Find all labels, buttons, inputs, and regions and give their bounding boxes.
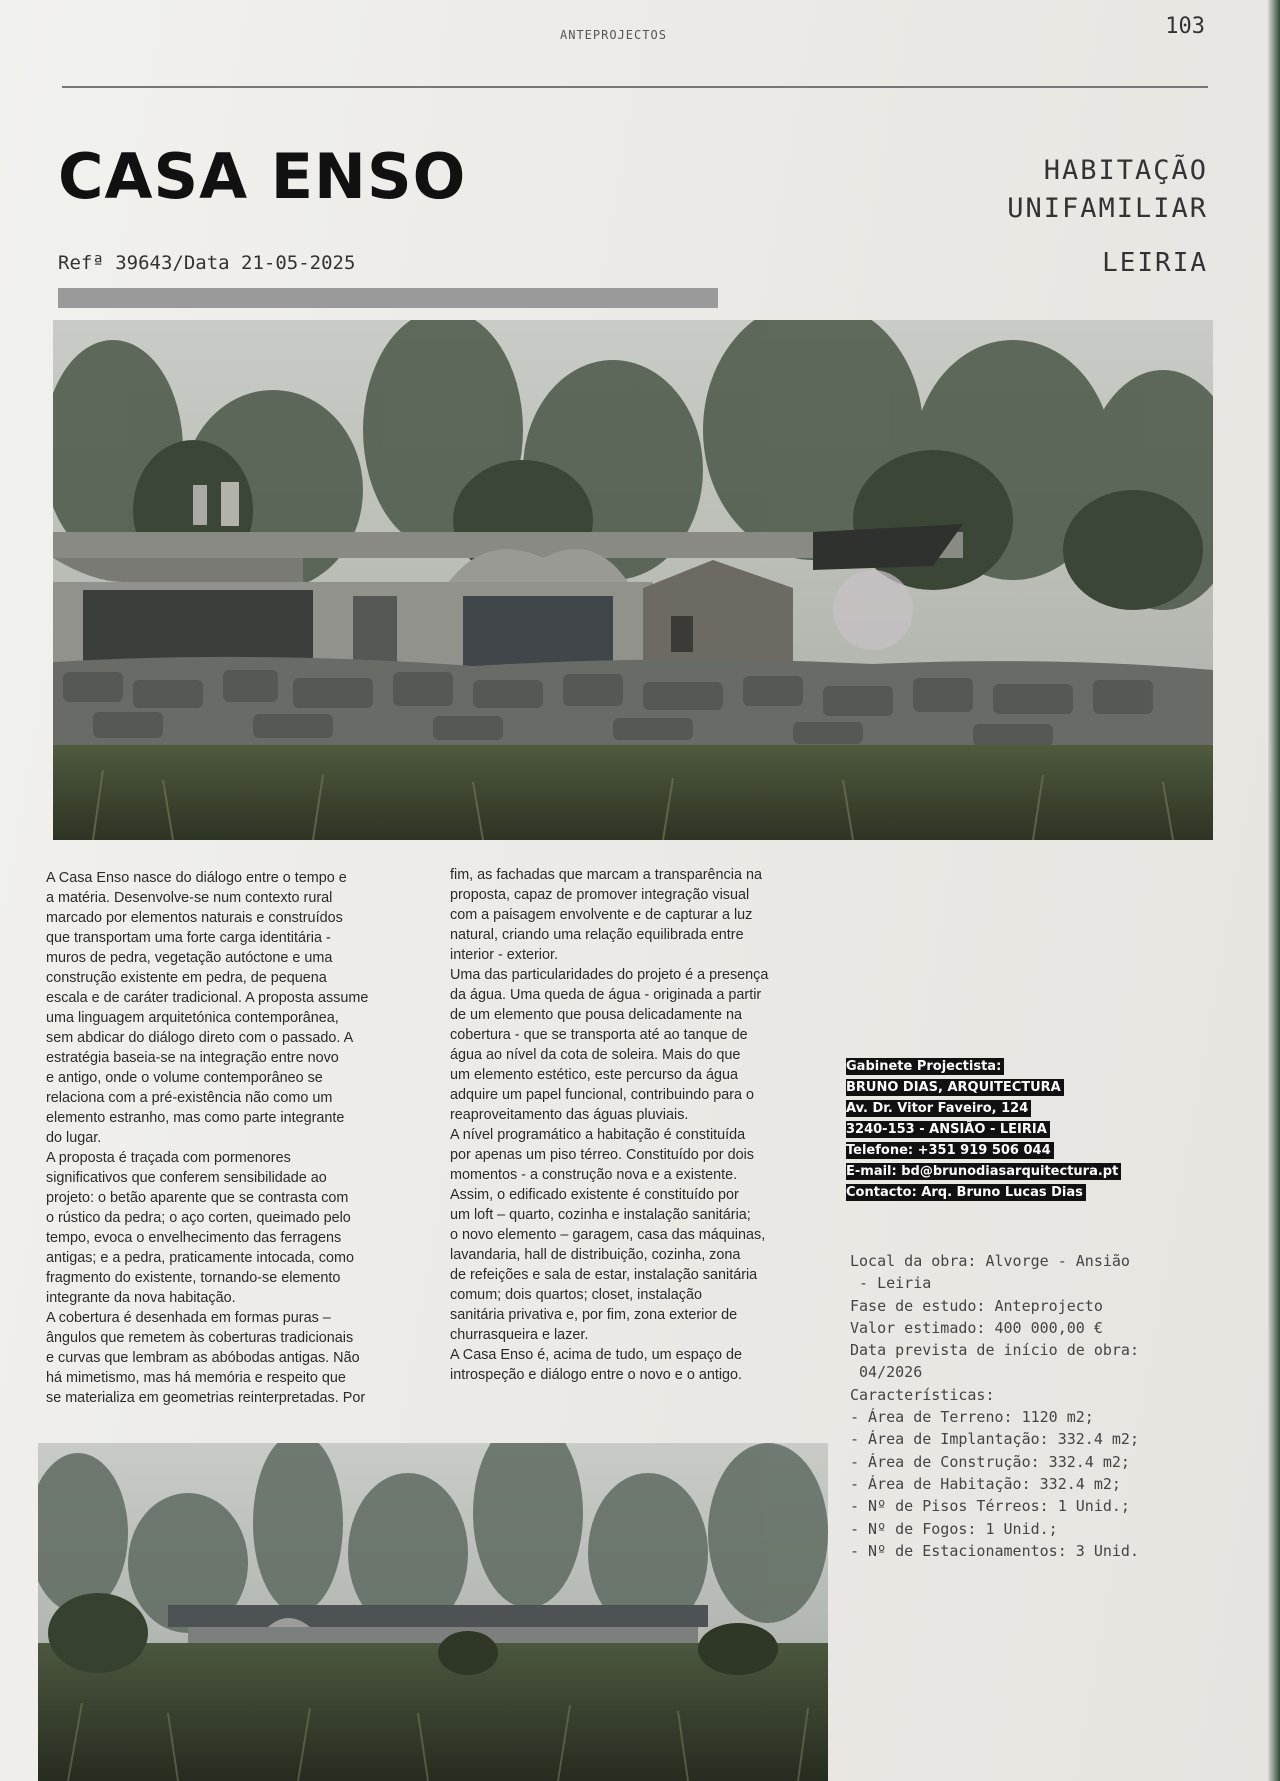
text-line: A nível programático a habitação é constituída xyxy=(450,1127,746,1143)
text-line: de um elemento que pousa delicadamente na xyxy=(450,1007,743,1023)
spec-line: - Nº de Estacionamentos: 3 Unid. xyxy=(850,1541,1139,1560)
office-name: BRUNO DIAS, ARQUITECTURA xyxy=(846,1079,1064,1096)
text-line: natural, criando uma relação equilibrada entre xyxy=(450,927,744,943)
text-line: da água. Uma queda de água - originada a partir xyxy=(450,987,762,1003)
text-line: Assim, o edificado existente é constituído por xyxy=(450,1187,739,1203)
text-line: do lugar. xyxy=(46,1130,102,1146)
category-line: HABITAÇÃO xyxy=(1043,155,1208,186)
text-line: e antigo, onde o volume contemporâneo se xyxy=(46,1070,323,1086)
body-text-column-1 xyxy=(46,868,426,1408)
text-line: lavandaria, hall de distribuição, cozinha, zona xyxy=(450,1247,741,1263)
text-line: significativos que conferem sensibilidade ao xyxy=(46,1170,327,1186)
office-address: Av. Dr. Vitor Faveiro, 124 xyxy=(846,1100,1031,1117)
text-line: tempo, evoca o envelhecimento das ferragens xyxy=(46,1230,342,1246)
spec-line: - Área de Terreno: 1120 m2; xyxy=(850,1408,1094,1427)
body-text-column-2 xyxy=(450,865,820,1385)
text-line: construção existente em pedra, de pequena xyxy=(46,970,327,986)
text-line: de refeições e sala de estar, instalação sanitária xyxy=(450,1267,758,1283)
project-specifications xyxy=(850,1250,1230,1562)
category-line: UNIFAMILIAR xyxy=(1007,193,1208,224)
design-office-info xyxy=(846,1056,1121,1203)
text-line: adquire um papel funcional, contribuindo para o xyxy=(450,1087,755,1103)
text-line: antigas; e a pedra, praticamente intocada, como xyxy=(46,1250,354,1266)
text-line: interior - exterior. xyxy=(450,947,558,963)
text-line: A proposta é traçada com pormenores xyxy=(46,1150,291,1166)
landscape-render-image xyxy=(38,1443,828,1781)
text-line: que transportam uma forte carga identitária - xyxy=(46,930,331,946)
text-line: sem abdicar do diálogo direto com o passado. A xyxy=(46,1030,354,1046)
text-line: momentos - a construção nova e a existente. xyxy=(450,1167,738,1183)
text-line: proposta, capaz de promover integração visual xyxy=(450,887,750,903)
spec-line: - Área de Implantação: 332.4 m2; xyxy=(850,1430,1139,1449)
running-head: ANTEPROJECTOS xyxy=(560,28,667,42)
text-line: introspeção e diálogo entre o novo e o antigo. xyxy=(450,1367,743,1383)
spec-line: Fase de estudo: Anteprojecto xyxy=(850,1296,1103,1315)
text-line: a matéria. Desenvolve-se num contexto rural xyxy=(46,890,333,906)
spec-line: Local da obra: Alvorge - Ansião xyxy=(850,1252,1130,1270)
text-line: comum; dois quartos; closet, instalação xyxy=(450,1287,702,1303)
landscape-illustration xyxy=(38,1443,828,1781)
text-line: muros de pedra, vegetação autóctone e uma xyxy=(46,950,333,966)
project-category xyxy=(1007,152,1208,228)
header-rule xyxy=(62,86,1208,88)
spec-line: - Área de Construção: 332.4 m2; xyxy=(850,1452,1130,1471)
project-location: LEIRIA xyxy=(1102,248,1208,278)
text-line: A Casa Enso é, acima de tudo, um espaço de xyxy=(450,1347,742,1363)
text-line: com a paisagem envolvente e de capturar a luz xyxy=(450,907,753,923)
spec-line: - Nº de Fogos: 1 Unid.; xyxy=(850,1519,1058,1538)
page-edge-shadow xyxy=(1268,0,1280,1781)
text-line: reaproveitamento das águas pluviais. xyxy=(450,1107,689,1123)
office-postcode: 3240-153 - ANSIÃO - LEIRIA xyxy=(846,1121,1050,1138)
spec-line: Data prevista de início de obra: xyxy=(850,1341,1139,1360)
project-title: CASA ENSO xyxy=(58,140,467,213)
office-phone: Telefone: +351 919 506 044 xyxy=(846,1142,1054,1159)
text-line: o rústico da pedra; o aço corten, queimado pelo xyxy=(46,1210,351,1226)
text-line: integrante da nova habitação. xyxy=(46,1290,236,1306)
spec-line: - Nº de Pisos Térreos: 1 Unid.; xyxy=(850,1497,1130,1516)
text-line: A cobertura é desenhada em formas puras – xyxy=(46,1310,331,1326)
text-line: cobertura - que se transporta até ao tanque de xyxy=(450,1027,748,1043)
text-line: um elemento estético, este percurso da água xyxy=(450,1067,738,1083)
text-line: uma linguagem arquitetónica contemporânea, xyxy=(46,1010,339,1026)
office-heading: Gabinete Projectista: xyxy=(846,1058,1004,1075)
text-line: escala e de caráter tradicional. A proposta assume xyxy=(46,990,369,1006)
text-line: o novo elemento – garagem, casa das máquinas, xyxy=(450,1227,766,1243)
text-line: marcado por elementos naturais e construídos xyxy=(46,910,343,926)
text-line: água ao nível da cota de soleira. Mais do que xyxy=(450,1047,741,1063)
text-line: por apenas um piso térreo. Constituído por dois xyxy=(450,1147,754,1163)
spec-line: Características: xyxy=(850,1385,995,1404)
text-line: ângulos que remetem às coberturas tradicionais xyxy=(46,1330,354,1346)
house-render-illustration xyxy=(53,320,1213,840)
grey-accent-bar xyxy=(58,288,718,308)
text-line: fim, as fachadas que marcam a transparência na xyxy=(450,867,762,883)
spec-line: - Área de Habitação: 332.4 m2; xyxy=(850,1474,1121,1493)
text-line: elemento estranho, mas como parte integrante xyxy=(46,1110,345,1126)
text-line: projeto: o betão aparente que se contrasta com xyxy=(46,1190,349,1206)
text-line: Uma das particularidades do projeto é a presença xyxy=(450,967,769,983)
office-email: E-mail: bd@brunodiasarquitectura.pt xyxy=(846,1163,1121,1180)
text-line: estratégia baseia-se na integração entre novo xyxy=(46,1050,339,1066)
spec-line: 04/2026 xyxy=(850,1363,923,1382)
page-number: 103 xyxy=(1165,14,1205,39)
text-line: churrasqueira e lazer. xyxy=(450,1327,589,1343)
text-line: sanitária privativa e, por fim, zona exterior de xyxy=(450,1307,738,1323)
spec-line: Valor estimado: 400 000,00 € xyxy=(850,1318,1103,1337)
text-line: há mimetismo, mas há memória e respeito que xyxy=(46,1370,346,1386)
hero-render-image xyxy=(53,320,1213,840)
text-line: um loft – quarto, cozinha e instalação sanitária; xyxy=(450,1207,751,1223)
text-line: A Casa Enso nasce do diálogo entre o tempo e xyxy=(46,870,347,886)
reference-and-date: Refª 39643/Data 21-05-2025 xyxy=(58,252,356,274)
text-line: se materializa em geometrias reinterpretadas. Por xyxy=(46,1390,366,1406)
spec-line: - Leiria xyxy=(850,1274,932,1293)
text-line: e curvas que lembram as abóbodas antigas. Não xyxy=(46,1350,360,1366)
office-contact: Contacto: Arq. Bruno Lucas Dias xyxy=(846,1184,1086,1201)
text-line: fragmento do existente, tornando-se elemento xyxy=(46,1270,341,1286)
text-line: relaciona com a pré-existência não como um xyxy=(46,1090,333,1106)
